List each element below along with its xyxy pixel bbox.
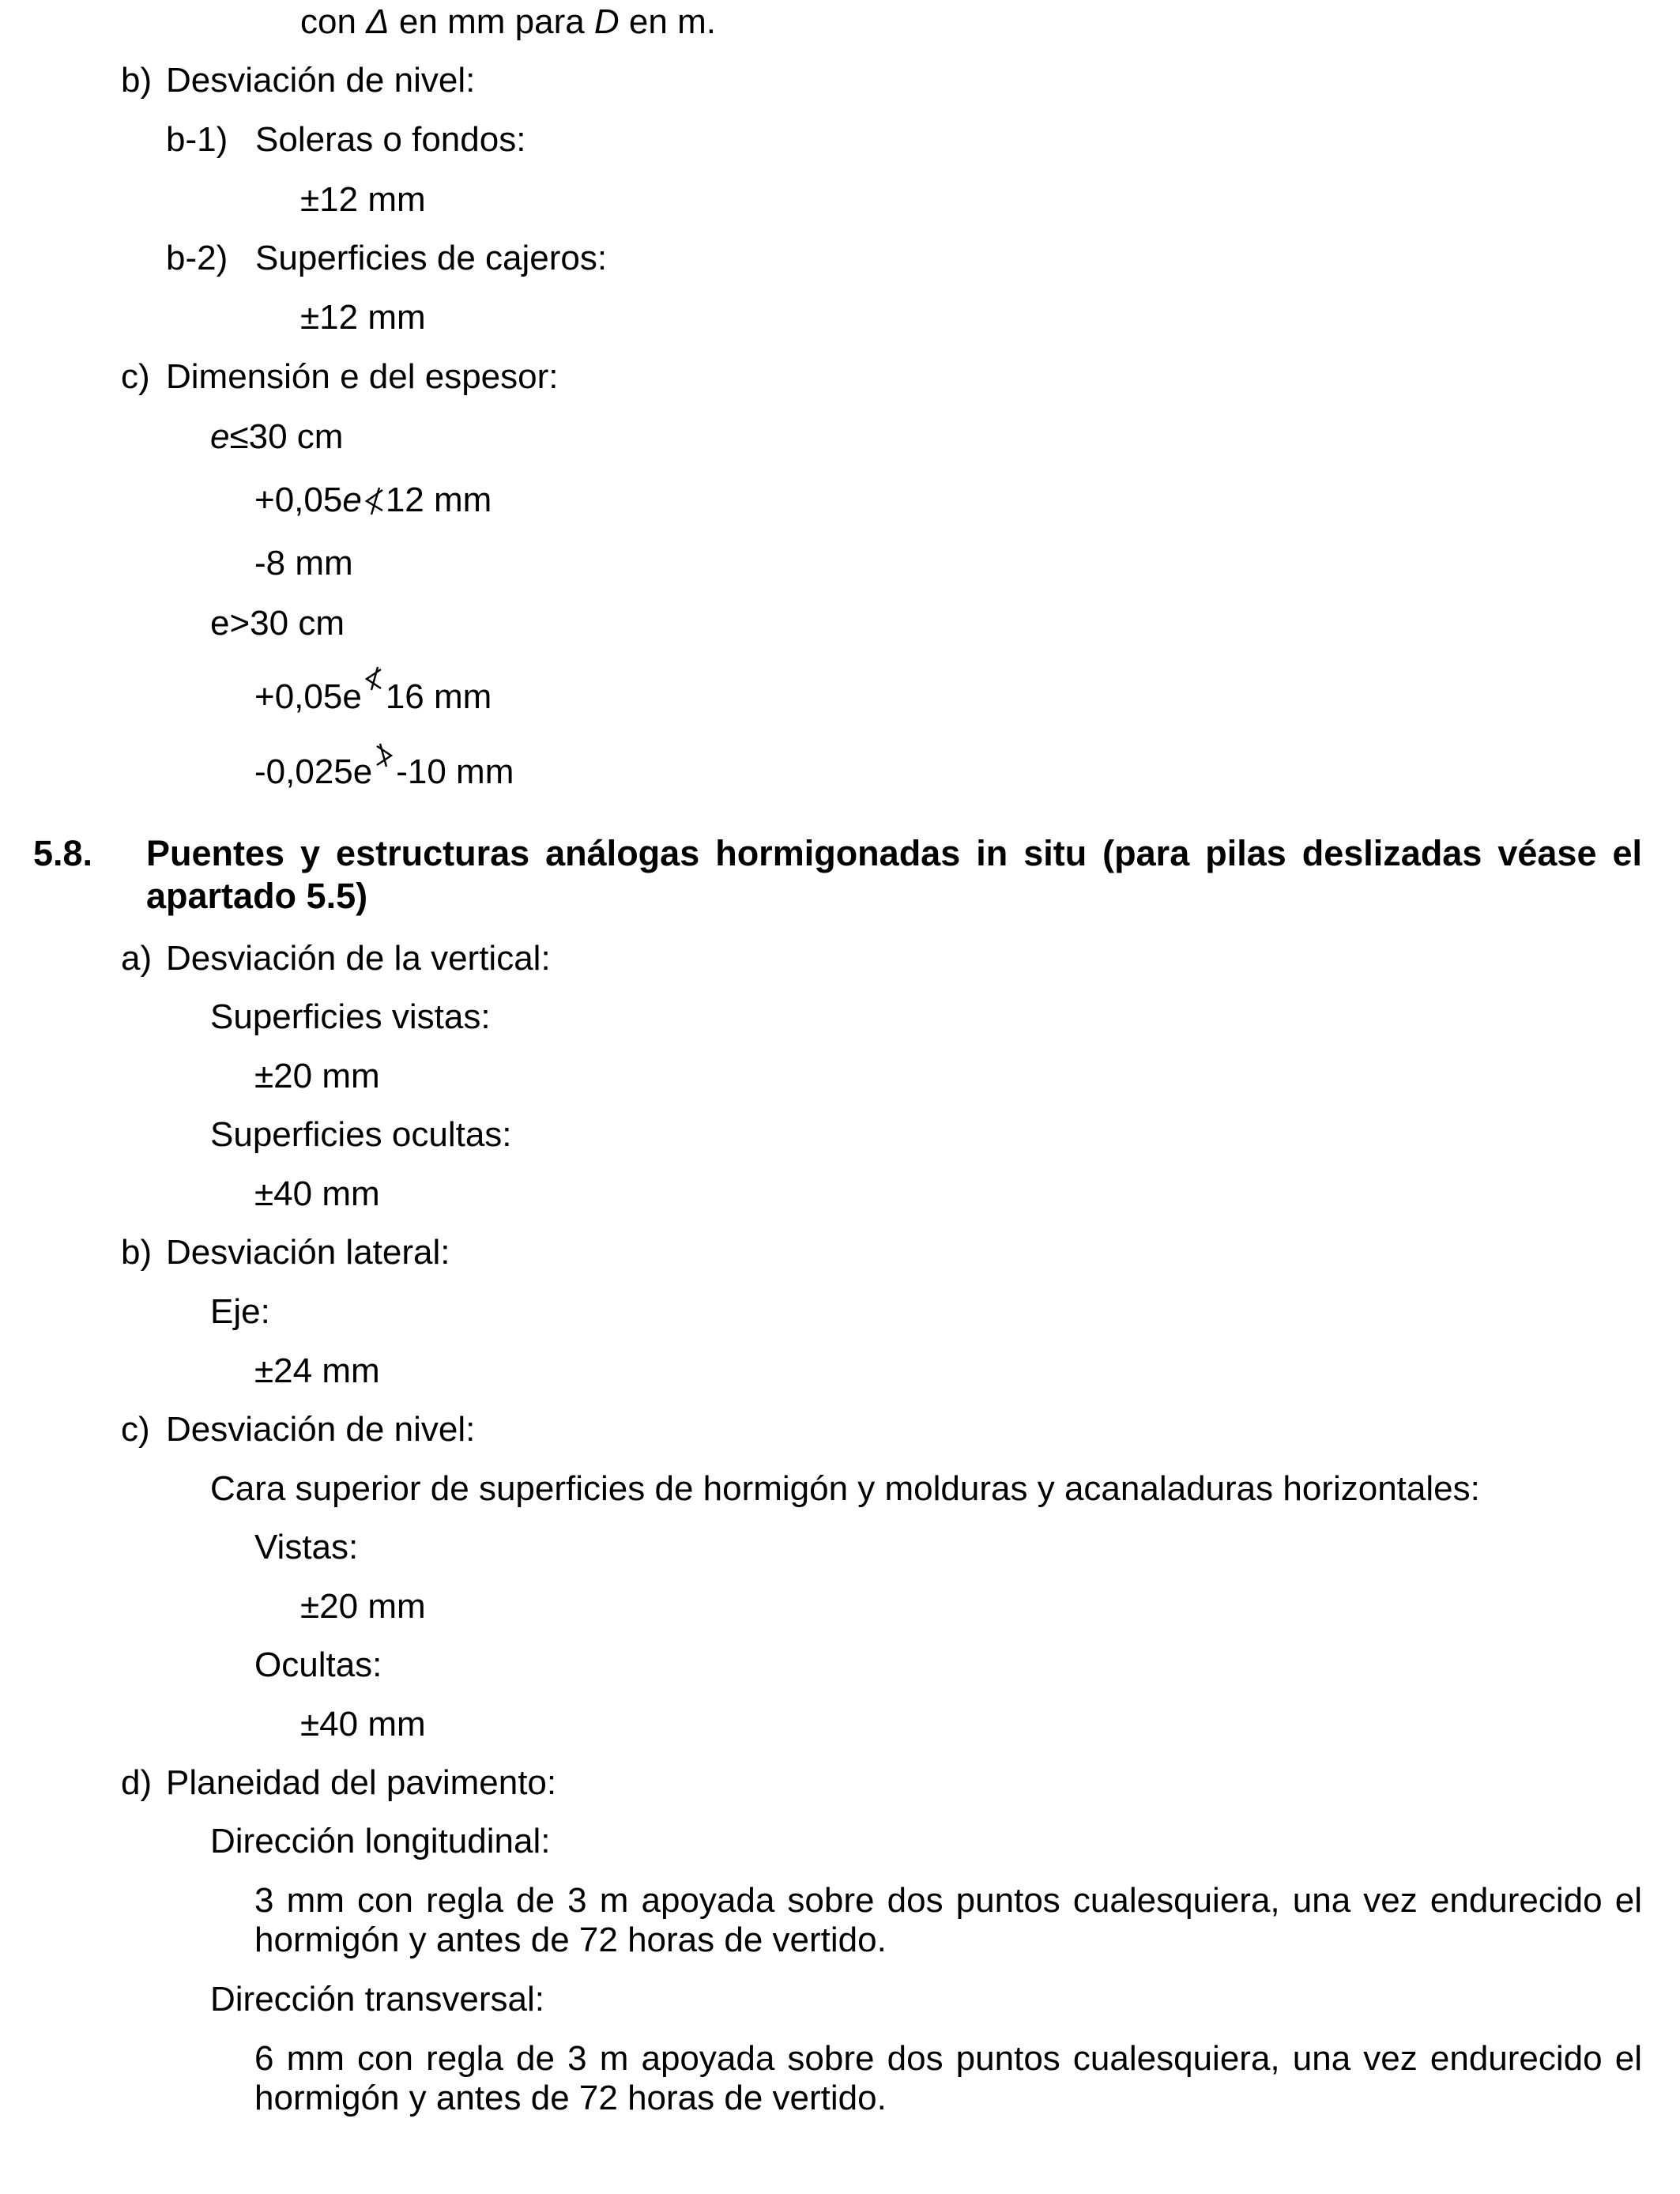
value-part: 12 mm [385,481,492,519]
sub-label-vistas: Vistas: [254,1528,359,1566]
item-text: Superficies de cajeros: [255,239,608,277]
continuation-middle: en mm para [389,2,594,41]
item-label: b-1) [166,120,228,159]
sub-label-superficies-ocultas: Superficies ocultas: [210,1115,512,1154]
section-number: 5.8. [33,833,93,873]
not-less-than-mark [362,677,386,717]
tolerance-minus-1: -8 mm [254,544,353,582]
not-less-than-mark [362,481,386,520]
paragraph-longitudinal: 3 mm con regla de 3 m apoyada sobre dos puntos cualesquiera, una vez endurecido el hormigón y antes de 72 horas de vertido. [254,1881,1642,1959]
value-part: -10 mm [396,752,514,791]
tolerance-value: ±20 mm [254,1057,380,1095]
value-part: +0,05 [254,481,343,519]
d-symbol: D [593,2,620,41]
item-label: b) [121,61,153,100]
tolerance-value: ±20 mm [300,1587,426,1626]
tolerance-value: ±12 mm [300,298,426,337]
condition-e-gt-30: e>30 cm [210,604,345,643]
item-c-desviacion-nivel [121,1410,475,1449]
item-b1-soleras [166,120,525,160]
item-label: a) [121,939,153,978]
item-text: Desviación de nivel: [166,1410,476,1449]
sub-label-ocultas: Ocultas: [254,1646,382,1684]
item-text: Soleras o fondos: [255,120,526,159]
sub-label-eje: Eje: [210,1292,270,1331]
value-part: +0,05e [254,677,362,716]
sub-label-direccion-transversal: Dirección transversal: [210,1980,545,2019]
continuation-suffix: en m. [619,2,716,41]
value-part: 16 mm [385,677,492,716]
var-e: e [210,417,230,456]
tolerance-value: ±24 mm [254,1351,380,1390]
item-label: c) [121,1410,150,1449]
item-text: Planeidad del pavimento: [166,1763,557,1802]
condition-e-le-30 [210,417,343,457]
section-heading-5-8 [0,832,1680,919]
sub-label-direccion-longitudinal: Dirección longitudinal: [210,1822,551,1860]
item-d-planeidad [121,1763,556,1803]
tolerance-plus-2 [254,677,492,717]
item-label: d) [121,1763,153,1802]
tolerance-plus-1 [254,481,492,520]
paragraph-transversal: 6 mm con regla de 3 m apoyada sobre dos puntos cualesquiera, una vez endurecido el hormigón y antes de 72 horas de vertido. [254,2039,1642,2117]
item-text: Desviación lateral: [166,1233,450,1272]
item-b-desviacion-lateral [121,1233,450,1272]
delta-symbol: Δ [366,2,390,41]
continuation-line [300,2,716,42]
sub-label-superficies-vistas: Superficies vistas: [210,997,491,1036]
sub-label-cara-superior: Cara superior de superficies de hormigón y molduras y acanaladuras horizontales: [210,1469,1480,1508]
tolerance-value: ±12 mm [300,180,426,219]
tolerance-value: ±40 mm [300,1705,426,1744]
item-b-desviacion-nivel [121,61,475,100]
item-label: b) [121,1233,153,1272]
continuation-prefix: con [300,2,367,41]
item-text: Dimensión e del espesor: [166,357,559,396]
item-a-desviacion-vertical [121,939,551,978]
var-e: e [342,481,362,519]
item-label: b-2) [166,239,228,277]
item-b2-cajeros [166,239,607,278]
item-label: c) [121,357,150,396]
section-title: Puentes y estructuras análogas hormigonadas in situ (para pilas deslizadas véase el apartado 5.5) [146,833,1642,916]
item-c-espesor [121,357,558,397]
item-text: Desviación de la vertical: [166,939,551,978]
tolerance-value: ±40 mm [254,1174,380,1213]
tolerance-minus-2 [254,752,514,792]
condition-rest: 30 cm [248,417,344,456]
le-symbol: ≤ [229,417,249,456]
value-part: -0,025e [254,752,373,791]
not-greater-than-mark [372,752,396,792]
item-text: Desviación de nivel: [166,61,476,100]
